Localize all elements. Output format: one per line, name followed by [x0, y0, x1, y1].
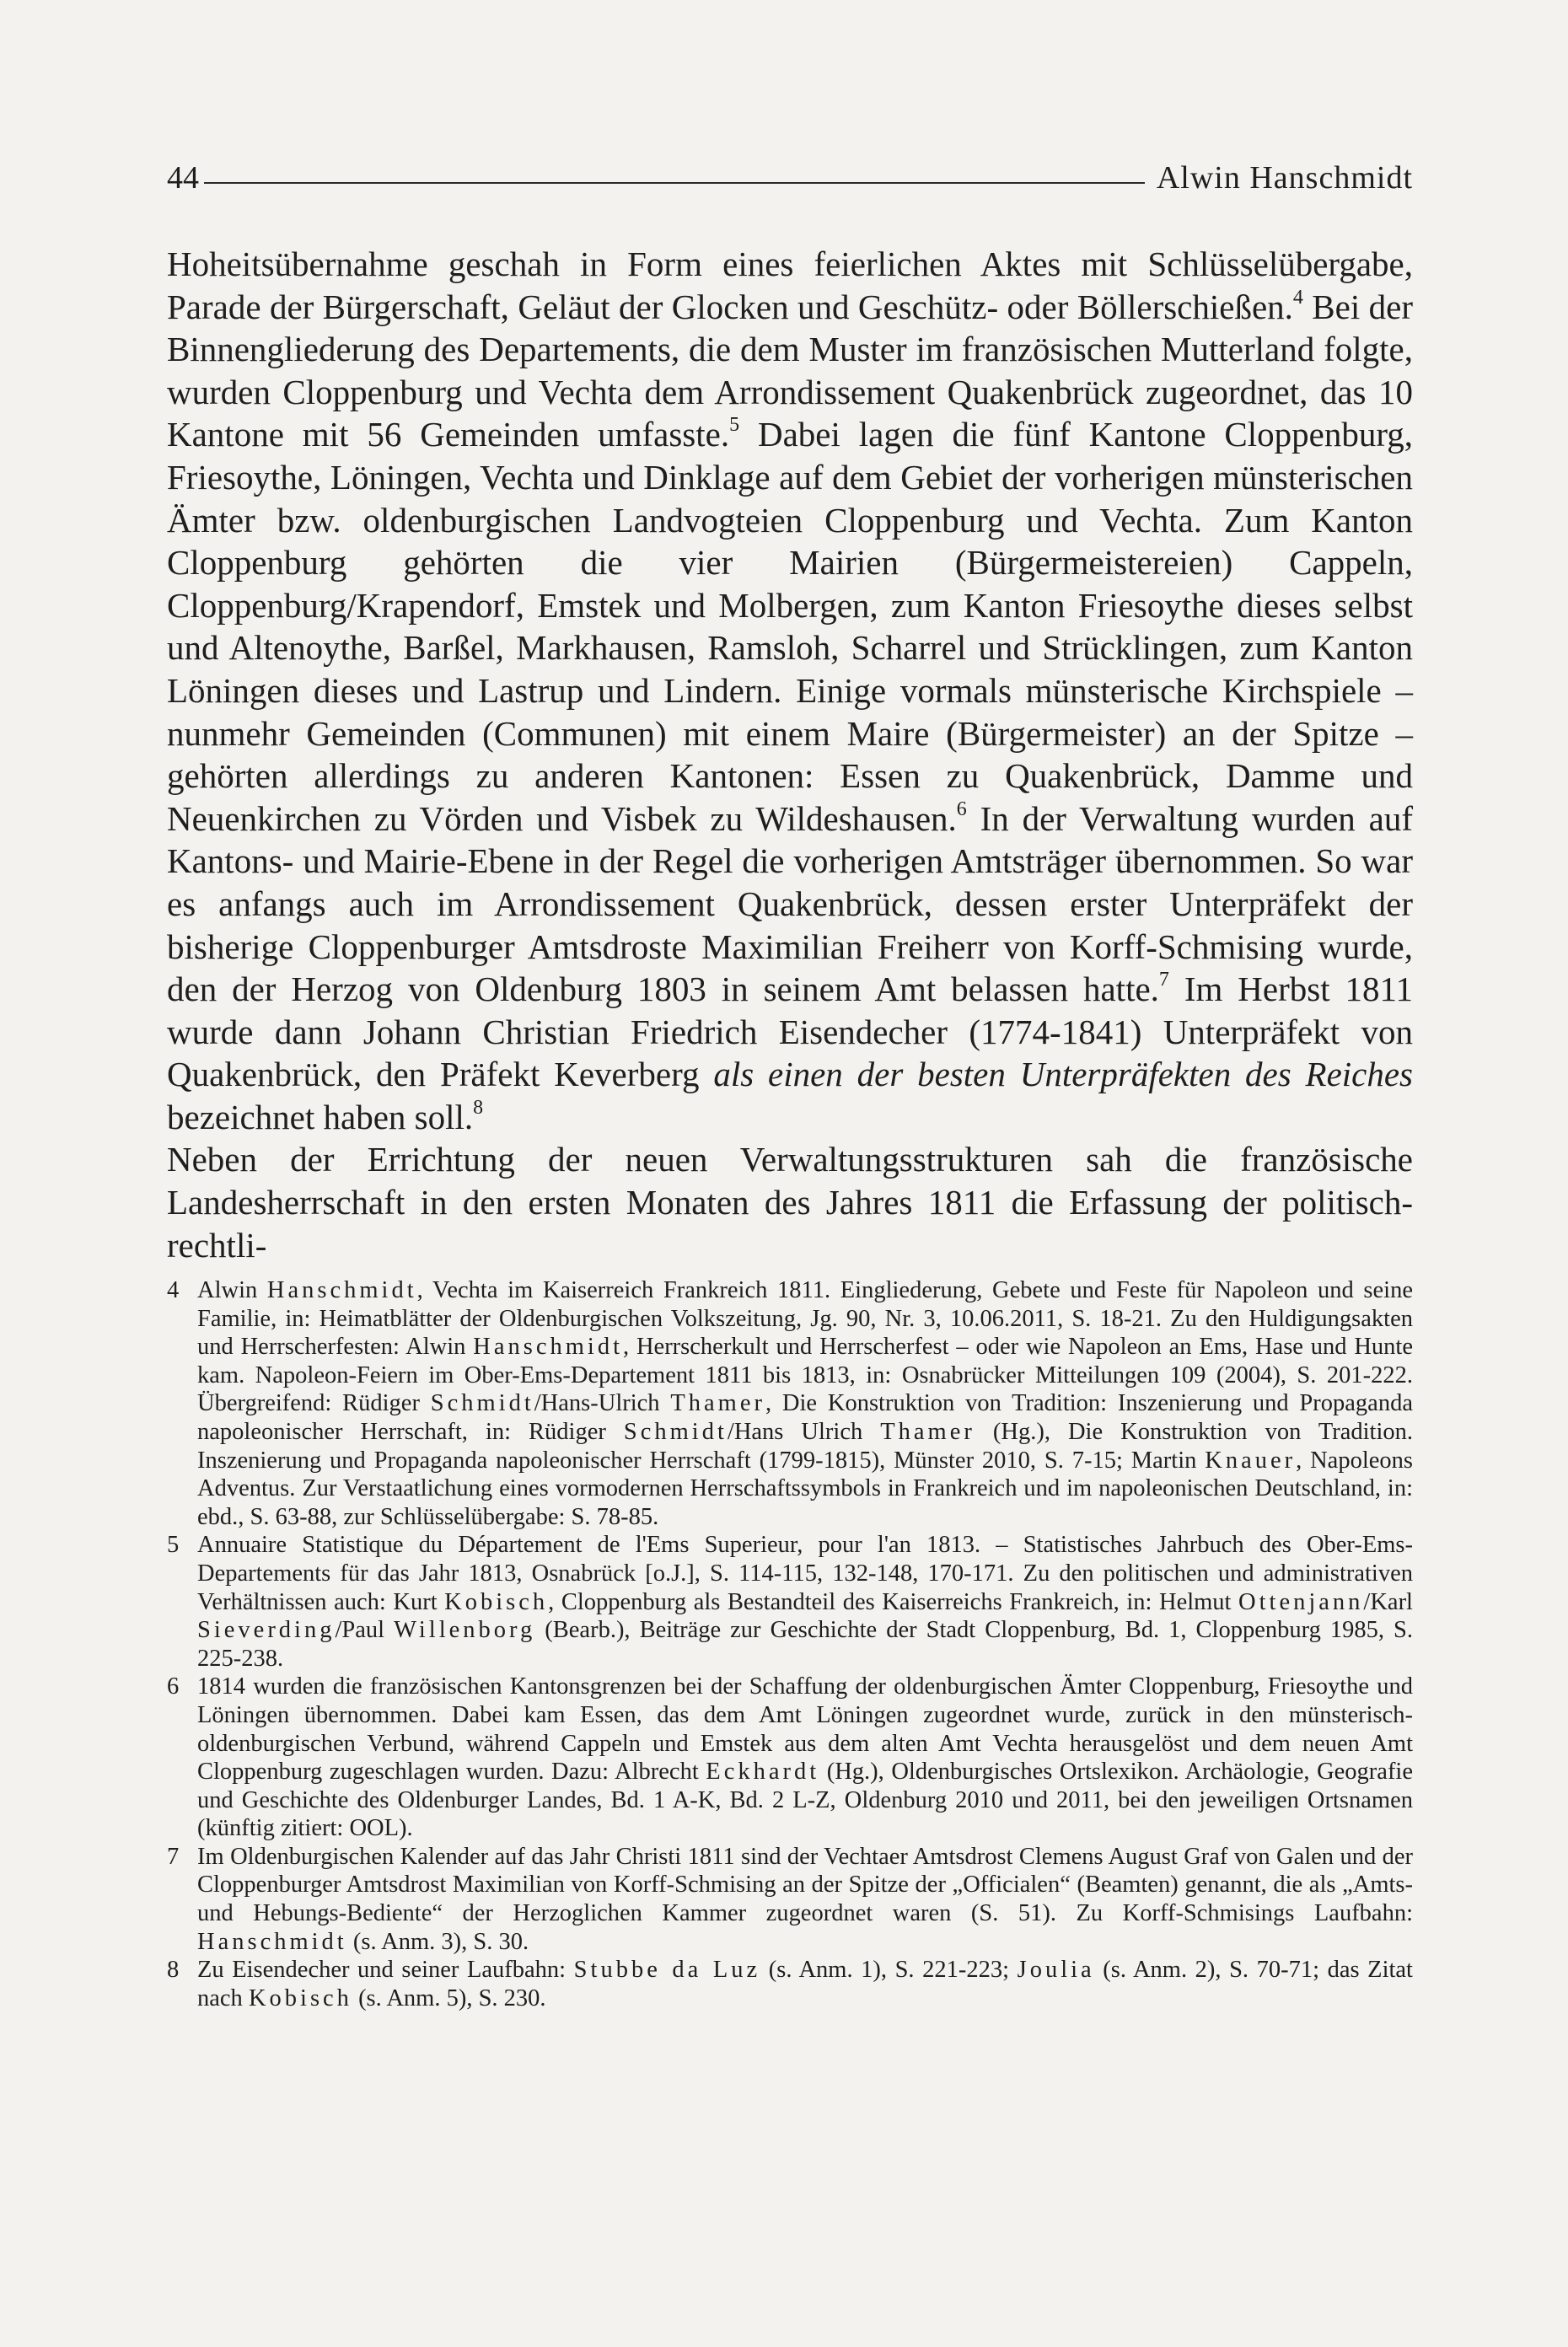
author-name: Kobisch	[444, 1588, 549, 1615]
author-name: Stubbe da Luz	[573, 1957, 761, 1984]
author-name: Hanschmidt	[266, 1277, 417, 1303]
footnotes	[167, 1276, 1413, 2012]
running-head: Alwin Hanschmidt	[1156, 160, 1413, 196]
footnote-text: Annuaire Statistique du Département de l'Ems Superieur, pour l'an 1813. – Statistisches Jahrbuch des Ober-Ems-Departements für das Jahr 1813, Osnabrück [o.J.], S. 114-115, 132-148, 170-171. Zu den politischen und administrativen Verhältnissen auch: Kurt Kobisch, Cloppenburg als Bestandteil des Kaiserreichs Frankreich, in: Helmut Ottenjann/Karl Sieverding/Paul Willenborg (Bearb.), Beiträge zur Geschichte der Stadt Cloppenburg, Bd. 1, Cloppenburg 1985, S. 225-238.	[197, 1532, 1413, 1672]
author-name: Sieverding	[197, 1617, 336, 1644]
author-name: Willenborg	[394, 1617, 536, 1644]
italic-quote: als einen der besten Unterpräfekten des Reiches	[713, 1055, 1414, 1094]
author-name: Thamer	[670, 1390, 765, 1417]
author-name: Ottenjann	[1238, 1588, 1364, 1615]
footnote-text: Zu Eisendecher und seiner Laufbahn: Stubbe da Luz (s. Anm. 1), S. 221-223; Joulia (s. Anm. 2), S. 70-71; das Zitat nach Kobisch (s. Anm. 5), S. 230.	[197, 1957, 1413, 2011]
footnote-ref-6[interactable]: 6	[956, 798, 967, 820]
footnote-text: Alwin Hanschmidt, Vechta im Kaiserreich Frankreich 1811. Eingliederung, Gebete und Feste für Napoleon und seine Familie, in: Heimatblätter der Oldenburgischen Volkszeitung, Jg. 90, Nr. 3, 10.06.2011, S. 18-21. Zu den Huldigungsakten und Herrscherfesten: Alwin Hanschmidt, Herrscherkult und Herrscherfest – oder wie Napoleon an Ems, Hase und Hunte kam. Napoleon-Feiern im Ober-Ems-Departement 1811 bis 1813, in: Osnabrücker Mitteilungen 109 (2004), S. 201-222. Übergreifend: Rüdiger Schmidt/Hans-Ulrich Thamer, Die Konstruktion von Tradition: Inszenierung und Propaganda napoleonischer Herrschaft, in: Rüdiger Schmidt/Hans Ulrich Thamer (Hg.), Die Konstruktion von Tradition. Inszenierung und Propaganda napoleonischer Herrschaft (1799-1815), Münster 2010, S. 7-15; Martin Knauer, Napoleons Adventus. Zur Verstaatlichung eines vormodernen Herrschaftssymbols in Frankreich und im napoleonischen Deutschland, in: ebd., S. 63-88, zur Schlüsselübergabe: S. 78-85.	[197, 1277, 1414, 1530]
text-segment: Im Herbst 1811 wurde dann Johann Christian Friedrich Eisendecher (1774-1841) Unterpräfekt von Quakenbrück, den Präfekt Keverberg	[167, 969, 1413, 1094]
text-segment: In der Verwaltung wurden auf Kantons- und Mairie-Ebene in der Regel die vorherigen Amtsträger übernommen. So war es anfangs auch im Arrondissement Quakenbrück, dessen erster Unterpräfekt der bisherige Cloppenburger Amtsdroste Maximilian Freiherr von Korff-Schmising wurde, den der Herzog von Oldenburg 1803 in seinem Amt belassen hatte.	[167, 798, 1413, 1009]
author-name: Eckhardt	[706, 1759, 820, 1786]
header-rule	[204, 182, 1145, 184]
paragraph-2: Neben der Errichtung der neuen Verwaltungsstrukturen sah die französische Landesherrschaft in den ersten Monaten des Jahres 1811 die Erfassung der politisch-rechtli-	[167, 1140, 1413, 1265]
footnote-5	[167, 1531, 1413, 1673]
author-name: Schmidt	[623, 1418, 728, 1445]
author-name: Kobisch	[248, 1984, 352, 2011]
footnote-4	[167, 1276, 1413, 1531]
paragraph-1	[167, 243, 1413, 1138]
footnote-text: Im Oldenburgischen Kalender auf das Jahr Christi 1811 sind der Vechtaer Amtsdrost Clemens August Graf von Galen und der Cloppenburger Amtsdrost Maximilian von Korff-Schmising an der Spitze der „Officialen“ (Beamten) genannt, die als „Amts- und Hebungs-Bediente“ der Herzoglichen Kammer zugeordnet waren (S. 51). Zu Korff-Schmisings Laufbahn: Hanschmidt (s. Anm. 3), S. 30.	[197, 1843, 1413, 1955]
text-segment: Dabei lagen die fünf Kantone Cloppenburg, Friesoythe, Löningen, Vechta und Dinklage auf dem Gebiet der vorherigen münsterischen Ämter bzw. oldenburgischen Landvogteien Cloppenburg und Vechta. Zum Kanton Cloppenburg gehörten die vier Mairien (Bürgermeistereien) Cappeln, Cloppenburg/Krapendorf, Emstek und Molbergen, zum Kanton Friesoythe dieses selbst und Altenoythe, Barßel, Markhausen, Ramsloh, Scharrel und Strücklingen, zum Kanton Löningen dieses und Lastrup und Lindern. Einige vormals münsterische Kirchspiele – nunmehr Gemeinden (Communen) mit einem Maire (Bürgermeister) an der Spitze – gehörten allerdings zu anderen Kantonen: Essen zu Quakenbrück, Damme und Neuenkirchen zu Vörden und Visbek zu Wildeshausen.	[167, 415, 1414, 838]
page-number: 44	[167, 160, 199, 196]
footnote-7	[167, 1843, 1413, 1956]
author-name: Schmidt	[430, 1390, 534, 1417]
footnote-number: 4	[167, 1277, 180, 1303]
footnote-6	[167, 1673, 1413, 1843]
page-header	[167, 157, 1413, 199]
author-name: Thamer	[880, 1418, 975, 1445]
text-segment: bezeichnet haben soll.	[167, 1097, 474, 1136]
footnote-8	[167, 1956, 1413, 2012]
body-text	[167, 243, 1413, 1266]
author-name: Hanschmidt	[473, 1334, 623, 1361]
footnote-number: 8	[167, 1957, 180, 1984]
text-segment: Hoheitsübernahme geschah in Form eines feierlichen Aktes mit Schlüsselübergabe, Parade der Bürgerschaft, Geläut der Glocken und Geschütz- oder Böllerschießen.	[167, 244, 1413, 326]
footnote-number: 6	[167, 1673, 180, 1700]
footnote-text: 1814 wurden die französischen Kantonsgrenzen bei der Schaffung der oldenburgischen Ämter Cloppenburg, Friesoythe und Löningen übernommen. Dabei kam Essen, das dem Amt Löningen zugeordnet wurde, zurück in den münsterisch-oldenburgischen Verbund, während Cappeln und Emstek aus dem alten Amt Vechta herausgelöst und dem neuen Amt Cloppenburg zugeschlagen wurden. Dazu: Albrecht Eckhardt (Hg.), Oldenburgisches Ortslexikon. Archäologie, Geografie und Geschichte des Oldenburger Landes, Bd. 1 A-K, Bd. 2 L-Z, Oldenburg 2010 und 2011, bei den jeweiligen Ortsnamen (künftig zitiert: OOL).	[197, 1673, 1413, 1842]
footnote-ref-7[interactable]: 7	[1158, 969, 1169, 991]
footnote-number: 7	[167, 1843, 180, 1870]
footnote-ref-8[interactable]: 8	[473, 1096, 484, 1119]
footnote-ref-4[interactable]: 4	[1292, 286, 1303, 309]
author-name: Knauer	[1205, 1447, 1297, 1474]
footnote-ref-5[interactable]: 5	[729, 414, 740, 437]
text-segment: Bei der Binnengliederung des Departements, die dem Muster im französischen Mutterland folgte, wurden Cloppenburg und Vechta dem Arrondissement Quakenbrück zugeordnet, das 10 Kantone mit 56 Gemeinden umfasste.	[167, 287, 1413, 454]
footnote-number: 5	[167, 1532, 180, 1559]
author-name: Joulia	[1017, 1957, 1095, 1984]
author-name: Hanschmidt	[197, 1928, 347, 1955]
